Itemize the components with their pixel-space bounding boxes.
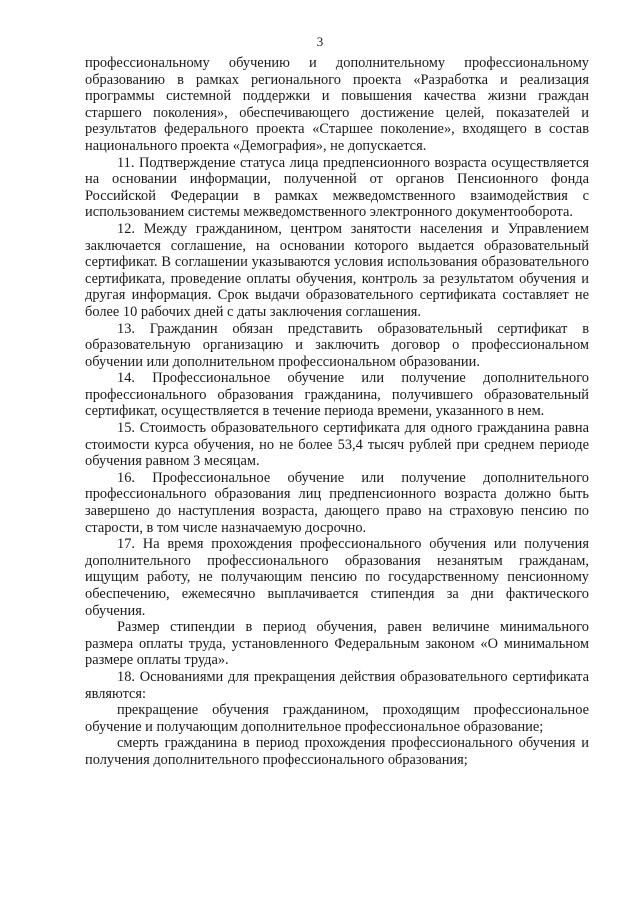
paragraph-17: 17. На время прохождения профессионального обучения или получения дополнительного профессионального образования незанятым гражданам, ищущим работу, не получающим пенсию по государственному пенсионному обеспечению, ежемесячно выплачивается стипендия за дни фактического обучения. [85,536,589,619]
paragraph-14: 14. Профессиональное обучение или получение дополнительного профессионального образования гражданина, получившего образовательный сертификат, осуществляется в течение периода времени, указанного в нем. [85,370,589,420]
paragraph-continuation: профессиональному обучению и дополнительному профессиональному образованию в рамках регионального проекта «Разработка и реализация программы системной поддержки и повышения качества жизни граждан старшего поколения», обеспечивающего достижение целей, показателей и результатов федерального проекта «Старшее поколение», входящего в состав национального проекта «Демография», не допускается. [85,55,589,154]
paragraph-11: 11. Подтверждение статуса лица предпенсионного возраста осуществляется на основании информации, полученной от органов Пенсионного фонда Российской Федерации в рамках межведомственного взаимодействия с использованием системы межведомственного электронного документооборота. [85,154,589,221]
page-number: 3 [316,34,324,49]
paragraph-18: 18. Основаниями для прекращения действия образовательного сертификата являются: [85,668,589,702]
document-body [85,55,589,769]
list-item-death-of-citizen: смерть гражданина в период прохождения профессионального обучения и получения дополнительного профессионального образования; [85,735,589,768]
paragraph-15: 15. Стоимость образовательного сертификата для одного гражданина равна стоимости курса обучения, но не более 53,4 тысяч рублей при среднем периоде обучения равном 3 месяцам. [85,420,589,470]
paragraph-12: 12. Между гражданином, центром занятости населения и Управлением заключается соглашение, на основании которого выдается образовательный сертификат. В соглашении указываются условия использования образовательного сертификата, проведение оплаты обучения, контроль за результатом обучения и другая информация. Срок выдачи образовательного сертификата составляет не более 10 рабочих дней с даты заключения соглашения. [85,220,589,320]
list-item-termination-of-study: прекращение обучения гражданином, проходящим профессиональное обучение и получающим дополнительное профессиональное образование; [85,702,589,735]
paragraph-13: 13. Гражданин обязан представить образовательный сертификат в образовательную организацию и заключить договор о профессиональном обучении или дополнительном профессиональном образовании. [85,320,589,370]
paragraph-16: 16. Профессиональное обучение или получение дополнительного профессионального образования лиц предпенсионного возраста должно быть завершено до наступления возраста, дающего право на страховую пенсию по старости, в том числе назначаемую досрочно. [85,469,589,536]
paragraph-stipend-size: Размер стипендии в период обучения, равен величине минимального размера оплаты труда, установленного Федеральным законом «О минимальном размере оплаты труда». [85,619,589,669]
